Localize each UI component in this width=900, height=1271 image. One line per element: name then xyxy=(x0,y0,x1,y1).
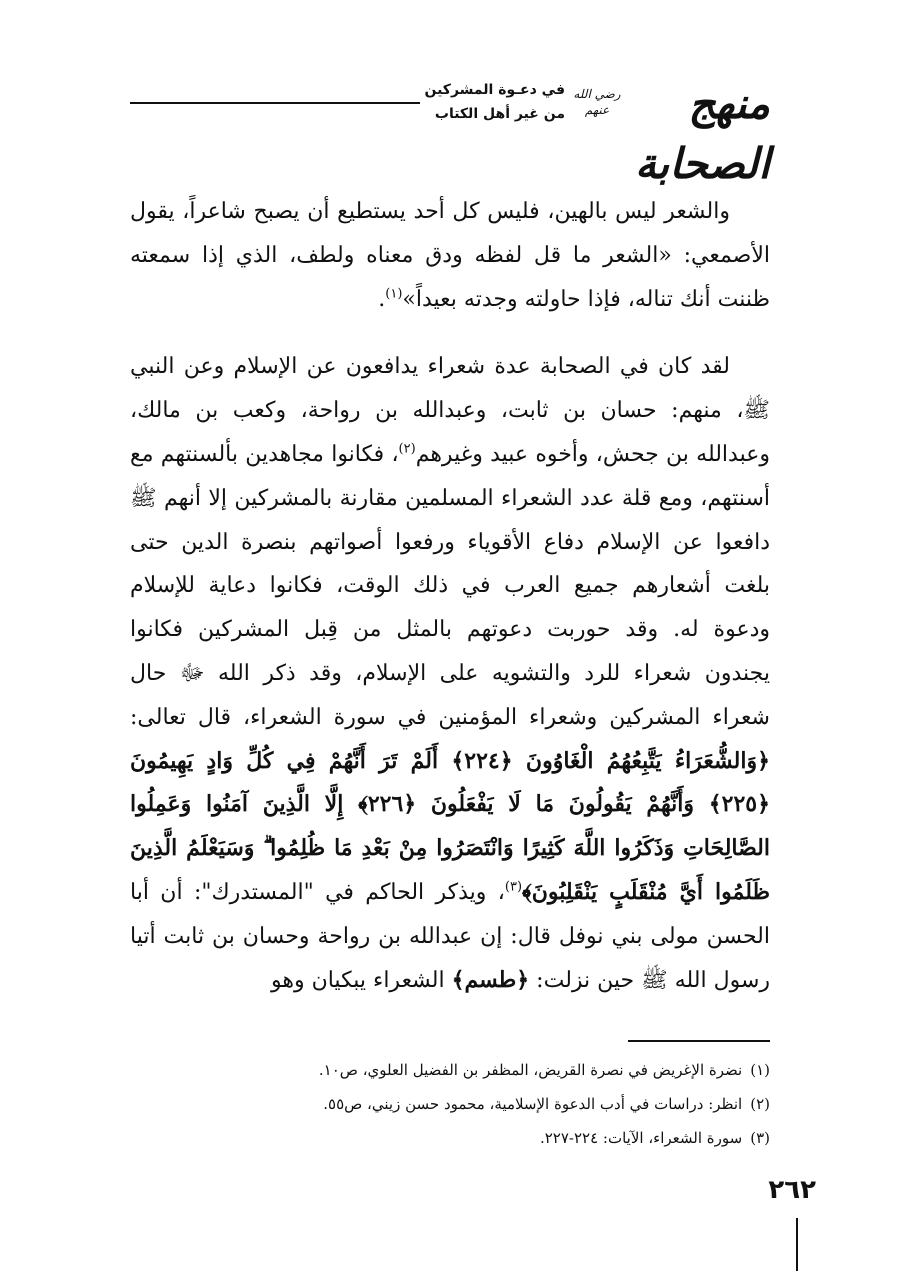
paragraph-2-text-a: لقد كان في الصحابة عدة شعراء يدافعون عن الإسلام وعن النبي ﷺ، منهم: حسان بن ثابت، وعبدالله بن رواحة، وكعب بن مالك، وعبدالله بن جحش، وأخوه عبيد وغيرهم xyxy=(130,354,770,467)
footnote-separator xyxy=(628,1040,770,1042)
footnote-text: نضرة الإغريض في نصرة القريض، المظفر بن الفضيل العلوي، ص١٠. xyxy=(318,1061,743,1079)
paragraph-1 xyxy=(130,190,770,321)
header-subtitle xyxy=(405,78,565,126)
paragraph-1-text: والشعر ليس بالهين، فليس كل أحد يستطيع أن يصبح شاعراً، يقول الأصمعي: «الشعر ما قل لفظه ودق معناه ولطف، الذي إذا سمعته ظننت أنك تناله، فإذا حاولته وجدته بعيداً» xyxy=(130,199,770,312)
paragraph-1-end: . xyxy=(378,286,386,312)
paragraph-2-text-b: ، فكانوا مجاهدين بألسنتهم مع أسنتهم، ومع قلة عدد الشعراء المسلمين مقارنة بالمشركين إلا أنهم ﷺ دافعوا عن الإسلام دفاع الأقوياء ورفعوا أصواتهم بنصرة الدين حتى بلغت أشعارهم جميع العرب في ذلك الوقت، فكانوا دعاية للإسلام ودعوة له. وقد حوربت دعوتهم بالمثل من قِبل المشركين فكانوا يجندون شعراء للرد والتشويه على الإسلام، وقد ذكر الله ﷻ حال شعراء المشركين وشعراء المؤمنين في سورة الشعراء، قال تعالى: xyxy=(130,441,770,730)
paragraph-2-text-d: الشعراء يبكيان وهو xyxy=(270,967,452,993)
footnote xyxy=(130,1121,770,1155)
footnote xyxy=(130,1087,770,1121)
header-honorific: رضي الله عنهم xyxy=(573,87,621,117)
footnote-ref-3: (٣) xyxy=(504,879,523,895)
footnote-number: (٣) xyxy=(750,1129,770,1147)
footnote-ref-1: (١) xyxy=(385,286,403,302)
footnote-text: سورة الشعراء، الآيات: ٢٢٤-٢٢٧. xyxy=(539,1129,743,1147)
paragraph-2-text-c: ، ويذكر الحاكم في "المستدرك": أن أبا الحسن مولى بني نوفل قال: إن عبدالله بن رواحة وحسان بن ثابت أتيا رسول الله ﷺ حين نزلت: xyxy=(130,879,770,993)
page-number: ٢٦٢ xyxy=(768,1175,816,1205)
footnote-ref-2: (٢) xyxy=(398,441,416,457)
header-subtitle-line-1: في دعـوة المشركين xyxy=(424,82,565,98)
main-text xyxy=(130,190,770,1002)
footnote-number: (١) xyxy=(750,1061,770,1079)
paragraph-2 xyxy=(130,345,770,1002)
footnote-text: انظر: دراسات في أدب الدعوة الإسلامية، محمود حسن زيني، ص٥٥. xyxy=(323,1095,743,1113)
header-rule xyxy=(130,102,420,104)
footnote xyxy=(130,1053,770,1087)
margin-rule xyxy=(796,1218,798,1271)
footnotes xyxy=(130,1053,770,1155)
quran-verse: ﴿وَالشُّعَرَاءُ يَتَّبِعُهُمُ الْغَاوُونَ ﴿٢٢٤﴾ أَلَمْ تَرَ أَنَّهُمْ فِي كُلِّ وَادٍ يَهِيمُونَ ﴿٢٢٥﴾ وَأَنَّهُمْ يَقُولُونَ مَا لَا يَفْعَلُونَ ﴿٢٢٦﴾ إِلَّا الَّذِينَ آمَنُوا وَعَمِلُوا الصَّالِحَاتِ وَذَكَرُوا اللَّهَ كَثِيرًا وَانْتَصَرُوا مِنْ بَعْدِ مَا ظُلِمُوا ۗ وَسَيَعْلَمُ الَّذِينَ ظَلَمُوا أَيَّ مُنْقَلَبٍ يَنْقَلِبُونَ﴾ xyxy=(130,747,770,905)
footnote-number: (٢) xyxy=(750,1095,770,1113)
header-subtitle-line-2: من غير أهل الكتاب xyxy=(434,106,565,122)
quran-ta-sin-mim: ﴿طسم﴾ xyxy=(451,966,530,993)
running-header xyxy=(130,74,770,188)
book-title-logo: منهج الصحابة xyxy=(634,79,770,188)
